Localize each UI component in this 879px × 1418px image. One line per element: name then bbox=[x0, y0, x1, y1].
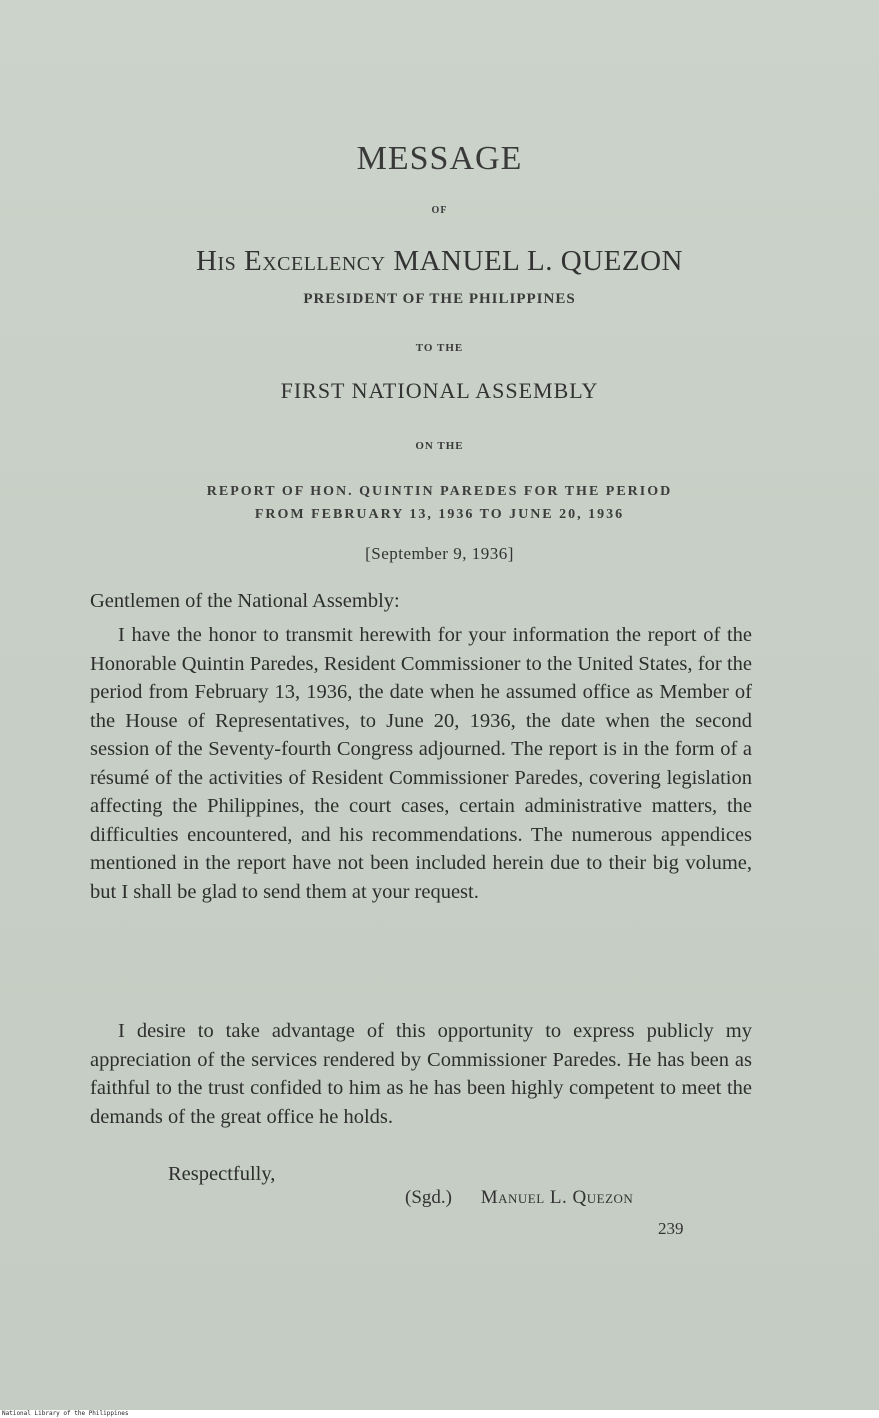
subject-line-2: FROM FEBRUARY 13, 1936 TO JUNE 20, 1936 bbox=[254, 507, 625, 522]
salutation: Gentlemen of the National Assembly: bbox=[90, 590, 400, 612]
recipient-line: FIRST NATIONAL ASSEMBLY bbox=[280, 378, 599, 403]
footer-bar bbox=[0, 1410, 879, 1418]
signer-name: Manuel L. Quezon bbox=[480, 1187, 634, 1208]
of-label: OF bbox=[431, 205, 448, 216]
subject-line-1: REPORT OF HON. QUINTIN PAREDES FOR THE PERIOD bbox=[206, 484, 673, 499]
message-date: [September 9, 1936] bbox=[365, 544, 514, 563]
subject-heading bbox=[0, 480, 879, 526]
closing: Respectfully, bbox=[168, 1163, 276, 1185]
footer-credit: National Library of the Philippines bbox=[2, 1410, 129, 1417]
page-title: MESSAGE bbox=[356, 140, 523, 177]
on-the-label: ON THE bbox=[415, 440, 464, 452]
page-number: 239 bbox=[658, 1219, 684, 1238]
to-the-label: TO THE bbox=[415, 342, 464, 354]
body-paragraph-1: I have the honor to transmit herewith for your information the report of the Honorable Quintin Paredes, Resident Commissioner to the United States, for the period from February 13, 1936, the date when he assumed office as Member of the House of Representatives, to June 20, 1936, the date when the second session of the Seventy-fourth Congress adjourned. The report is in the form of a résumé of the activities of Resident Commissioner Paredes, covering legislation affecting the Philippines, the court cases, certain administrative matters, the difficulties encountered, and his recommendations. The numerous appendices mentioned in the report have not been included herein due to their big volume, but I shall be glad to send them at your request. bbox=[90, 624, 752, 903]
signature-line bbox=[405, 1187, 633, 1209]
signed-prefix: (Sgd.) bbox=[405, 1187, 452, 1208]
body-paragraph-2: I desire to take advantage of this opportunity to express publicly my appreciation of the services rendered by Commissioner Paredes. He has been as faithful to the trust confided to him as he has been highly competent to meet the demands of the great office he holds. bbox=[90, 1020, 752, 1128]
sender-position: PRESIDENT OF THE PHILIPPINES bbox=[303, 291, 576, 307]
sender-line: His Excellency MANUEL L. QUEZON bbox=[196, 245, 683, 277]
